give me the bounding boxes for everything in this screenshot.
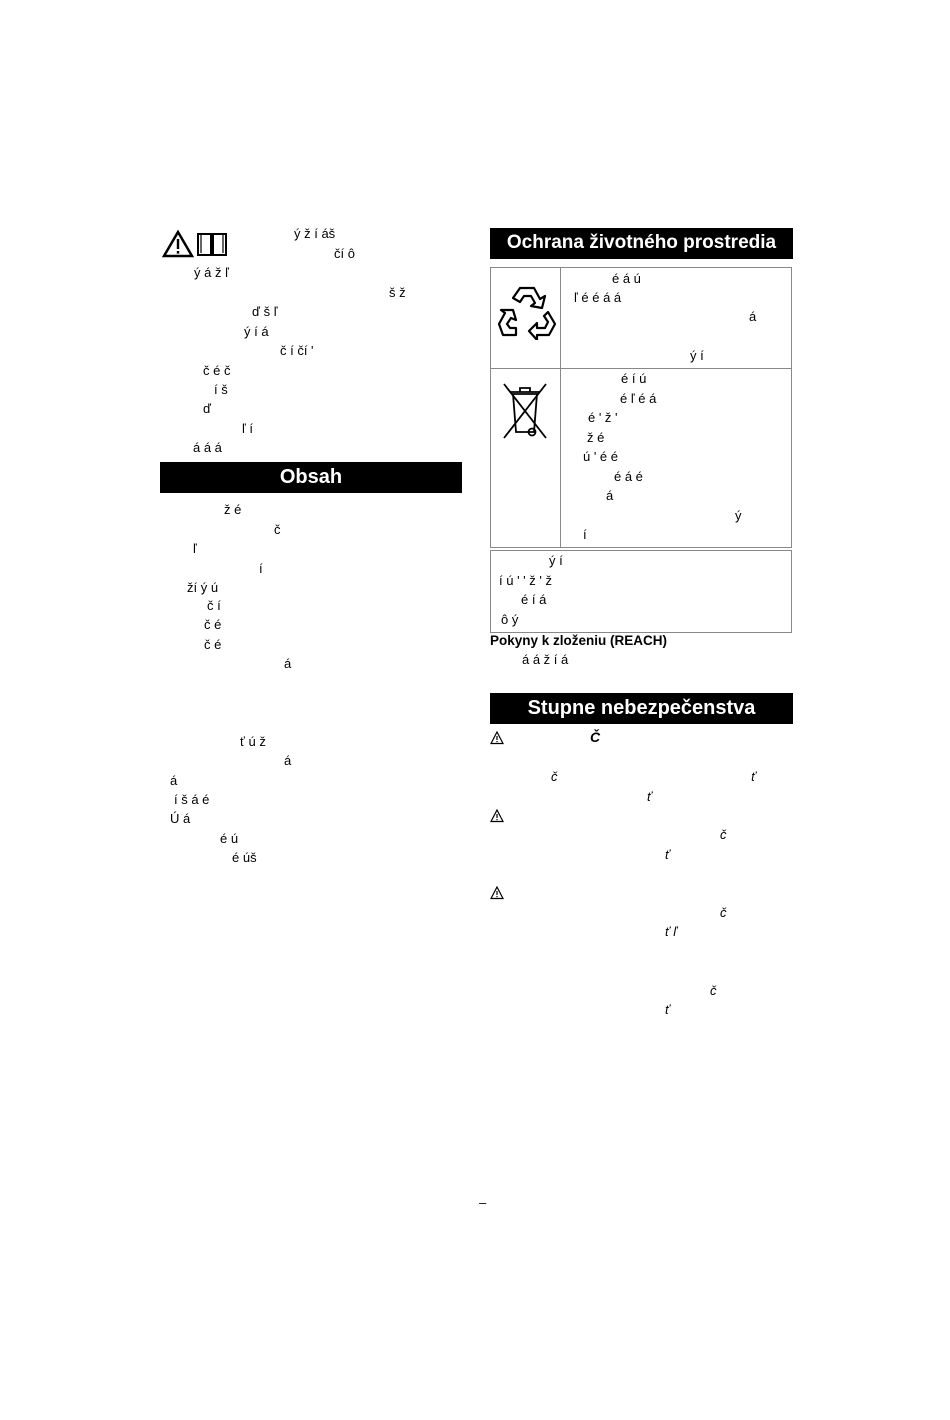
- warning-icon: [490, 731, 504, 745]
- hazard-danger-line: ť: [647, 789, 652, 804]
- body-line: í š á é: [174, 792, 210, 807]
- contents-line: í: [259, 561, 263, 576]
- recycling-text-line: á: [749, 309, 757, 324]
- recycling-text-line: é á ú: [612, 271, 641, 286]
- disposal-text-line: é í ú: [621, 371, 647, 386]
- hazard-danger-label: Č: [590, 729, 601, 745]
- warning-triangle-icon: [162, 230, 194, 258]
- intro-line: ý á ž ľ: [194, 265, 229, 280]
- hazard-caution-line: ť: [665, 1002, 670, 1017]
- contents-line: ží ý ú: [187, 580, 219, 595]
- body-line: ť ú ž: [240, 734, 266, 749]
- contents-line: č: [274, 522, 281, 537]
- disposal-text-line: ž é: [587, 430, 605, 445]
- disposal-text-line: é ľ é á: [620, 391, 657, 406]
- intro-line: č í čí ': [280, 343, 314, 358]
- intro-line: čí ô: [334, 246, 355, 261]
- contents-line: á: [284, 656, 292, 671]
- page-number: –: [479, 1195, 487, 1210]
- body-line: á: [170, 773, 178, 788]
- hazard-warning-line: č: [720, 827, 727, 842]
- contents-heading: Obsah: [160, 462, 462, 493]
- contents-line: ľ: [193, 541, 197, 556]
- disposal-text-line: á: [606, 488, 614, 503]
- contents-line: č é: [204, 617, 222, 632]
- note-text-line: ý í: [549, 553, 563, 568]
- hazard-warning-line: ť: [665, 847, 670, 862]
- recycling-text-line: ľ é é á á: [574, 290, 622, 305]
- intro-line: ď: [203, 401, 211, 416]
- recycling-icon: [498, 282, 556, 340]
- contents-line: č í: [207, 598, 221, 613]
- hazard-danger-line: č ť: [551, 769, 756, 784]
- hazard-caution-line: ť ľ: [665, 924, 677, 939]
- reach-heading: Pokyny k zloženiu (REACH): [490, 633, 668, 648]
- disposal-text-line: é á é: [614, 469, 643, 484]
- contents-line: č é: [204, 637, 222, 652]
- crossed-out-bin-icon: [500, 380, 550, 442]
- hazard-levels-heading: Stupne nebezpečenstva: [490, 693, 793, 724]
- body-line: é úš: [232, 850, 257, 865]
- table-divider-horizontal: [490, 368, 792, 369]
- disposal-text-line: ý: [735, 508, 742, 523]
- environment-heading: Ochrana životného prostredia: [490, 228, 793, 259]
- intro-line: ý ž í áš: [294, 226, 336, 241]
- intro-line: í š: [214, 382, 228, 397]
- intro-line: č é č: [203, 363, 231, 378]
- note-text-line: ô ý: [501, 612, 519, 627]
- intro-line: ľ í: [242, 421, 254, 436]
- disposal-text-line: ú ' é é: [583, 449, 619, 464]
- disposal-text-line: é ' ž ': [588, 410, 618, 425]
- hazard-caution-line: č: [710, 983, 717, 998]
- intro-line: á á á: [193, 440, 222, 455]
- body-line: é ú: [220, 831, 239, 846]
- warning-icon: [490, 809, 504, 823]
- intro-line: ď š ľ: [252, 304, 278, 319]
- warning-icon: [490, 886, 504, 900]
- disposal-text-line: í: [583, 527, 587, 542]
- contents-line: ž é: [224, 502, 242, 517]
- recycling-text-line: ý í: [690, 348, 704, 363]
- intro-line: ý í á: [244, 324, 269, 339]
- manual-book-icon: [196, 230, 228, 258]
- hazard-caution-line: č: [720, 905, 727, 920]
- note-text-line: é í á: [521, 592, 547, 607]
- table-divider-vertical: [560, 267, 561, 548]
- body-line: Ú á: [170, 811, 191, 826]
- note-text-line: í ú ' ' ž ' ž: [499, 573, 552, 588]
- reach-text-line: á á ž í á: [522, 652, 569, 667]
- intro-line: š ž: [389, 285, 406, 300]
- body-line: á: [284, 753, 292, 768]
